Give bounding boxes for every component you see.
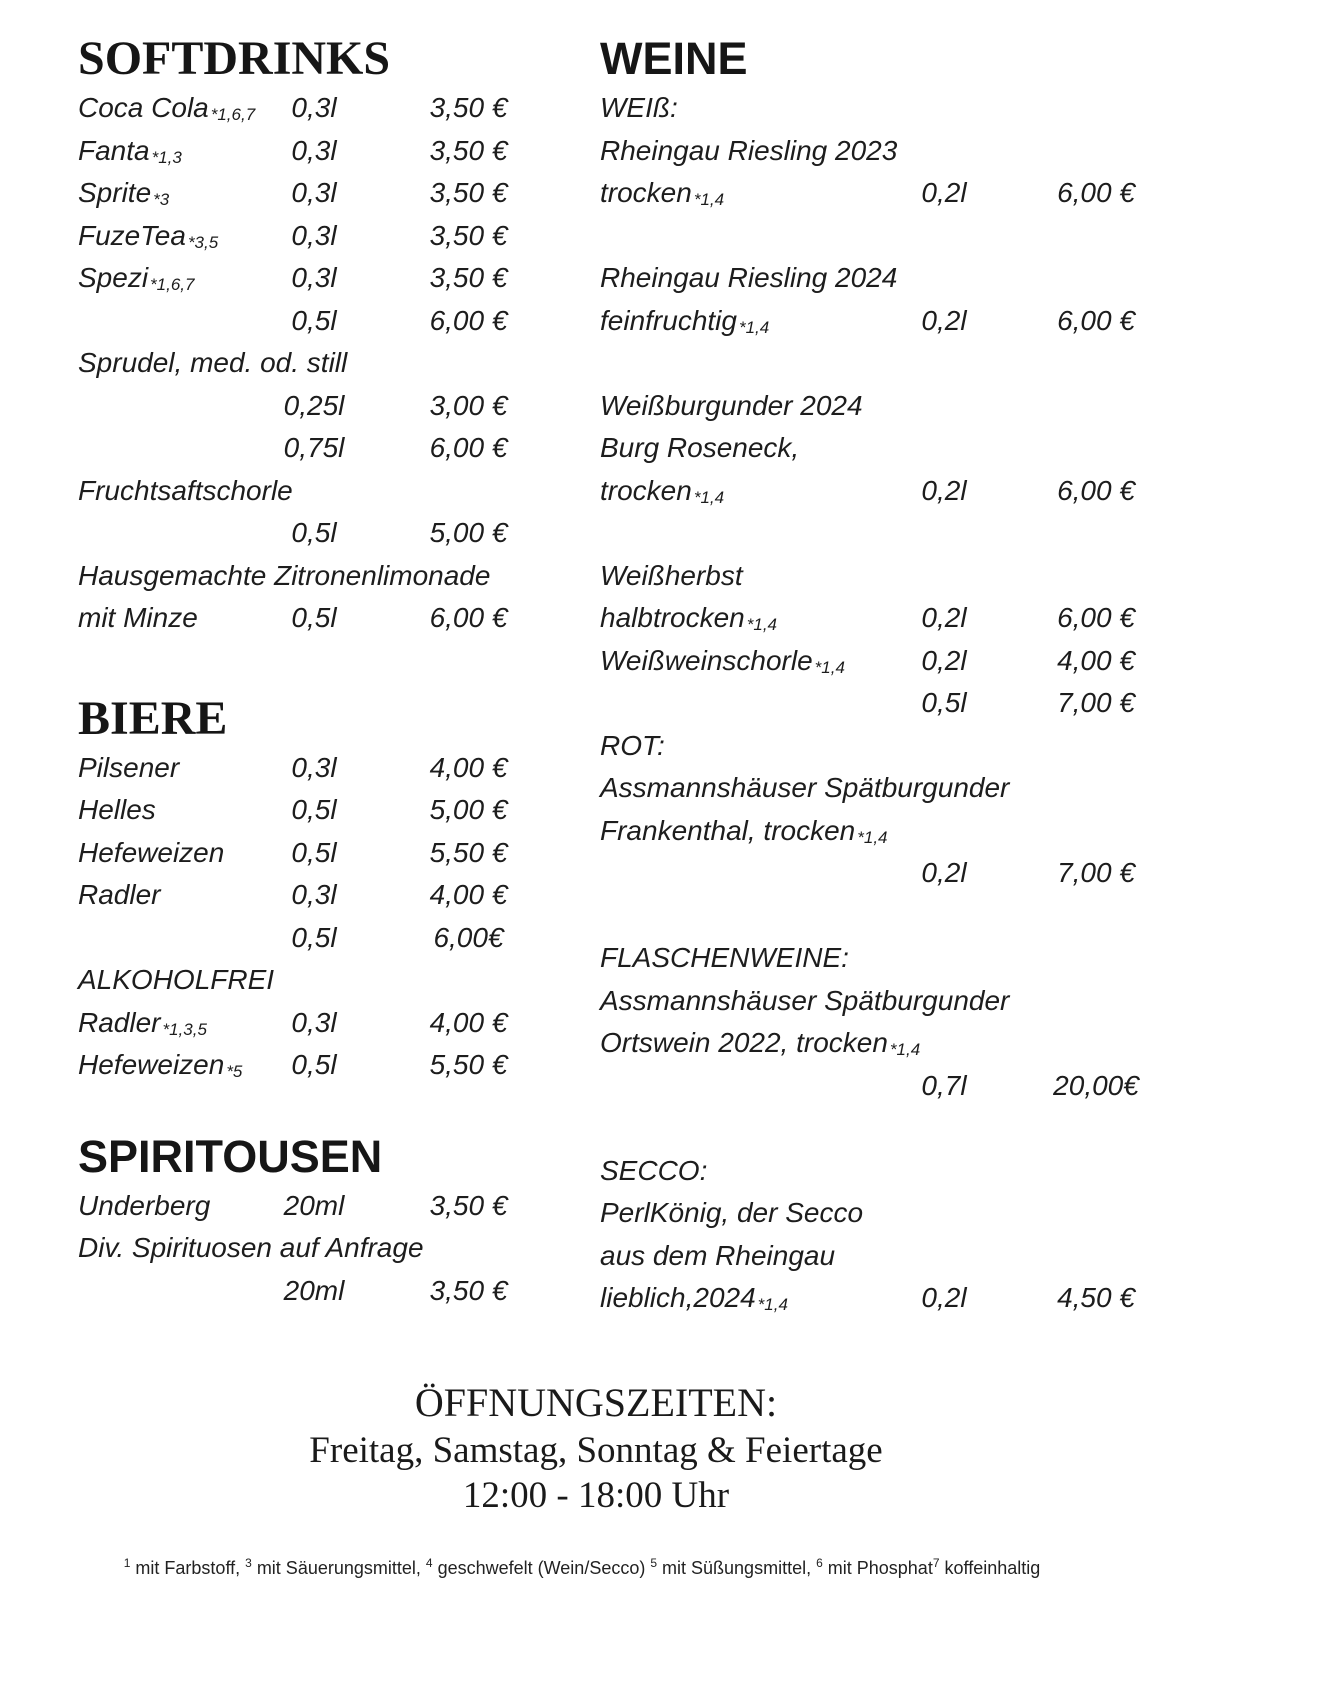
menu-group [600,385,1148,513]
menu-row [78,87,523,130]
item-volume: 0,5l [921,687,967,718]
section-biere [78,690,523,1087]
item-name [78,300,268,343]
item-name [600,385,900,428]
item-name [78,385,268,428]
item-price [360,342,523,385]
right-column [600,30,1148,1320]
item-price [988,130,1148,173]
menu-row [600,852,1148,895]
menu-row [600,767,1148,810]
item-name-text: Fanta [78,134,150,166]
item-name [600,1150,900,1193]
menu-row [78,342,523,385]
menu-row [600,427,1148,470]
item-volume [268,1227,360,1270]
menu-group [600,555,1148,725]
item-footnote-marker: *1,4 [857,827,888,847]
item-volume [268,959,360,1002]
item-volume: 0,3l [291,262,337,293]
item-name [600,427,900,470]
item-name [78,427,268,470]
item-price [360,959,523,1002]
item-name [600,640,900,683]
item-volume: 0,3l [291,177,337,208]
item-name [78,470,293,513]
item-name-text: aus dem Rheingau [600,1239,836,1271]
footnote-text: mit Phosphat [822,1558,933,1578]
item-name [600,725,900,768]
item-name [600,682,900,725]
item-name-text: trocken [600,474,692,506]
item-volume [900,555,988,598]
item-price [988,767,1148,810]
menu-row [78,1227,523,1270]
section-weine [600,30,1148,1320]
item-volume: 0,2l [921,602,967,633]
menu-row [600,1235,1148,1278]
menu-row [600,640,1148,683]
item-price: 3,50 € [429,262,508,293]
item-name-text: Spezi [78,262,149,293]
item-name [600,300,900,343]
item-name-text: FLASCHENWEINE: [600,942,849,973]
menu-row [78,257,523,300]
item-price: 4,50 € [1057,1282,1135,1313]
item-name [600,1022,921,1065]
item-price: 3,50 € [429,1189,508,1221]
item-name [78,917,268,960]
item-name-text: lieblich,2024 [600,1282,756,1313]
item-volume: 20ml [283,1189,345,1221]
item-name [600,172,900,215]
item-volume: 0,5l [291,921,337,953]
item-volume [268,342,360,385]
item-name [78,130,268,173]
item-volume [900,1235,988,1278]
item-price [360,555,523,598]
item-price [988,257,1148,300]
footnote [0,1556,1164,1580]
item-name-text: Ortswein 2022, trocken [600,1027,888,1058]
item-volume: 0,3l [291,92,337,123]
item-name [600,937,900,980]
item-name-text: FuzeTea [78,219,186,251]
item-volume [900,725,988,768]
item-name [78,1227,424,1270]
item-name-text: halbtrocken [600,602,745,633]
item-price: 3,50 € [429,219,508,251]
section-title: SPIRITOUSEN [78,1130,383,1182]
item-name-text: SECCO: [600,1154,708,1186]
item-volume: 0,3l [291,1006,337,1038]
menu-row [600,1150,1148,1193]
item-price: 7,00 € [1057,857,1135,888]
menu-group [78,747,523,1087]
item-volume: 0,2l [921,304,967,336]
item-price: 3,00 € [429,389,508,421]
item-volume [900,980,988,1023]
menu-group [600,937,1148,1107]
item-name-text: Coca Cola [78,92,209,123]
item-name [600,597,900,640]
item-footnote-marker: *1,4 [757,1295,788,1314]
item-name-text: mit Minze [78,602,198,633]
item-name-text: feinfruchtig [600,304,737,336]
menu-row [78,470,523,513]
item-price [988,87,1148,130]
item-name [600,810,900,853]
item-name [78,555,491,598]
item-name [78,1270,268,1313]
menu-row [600,1277,1148,1320]
item-volume: 0,25l [283,389,345,421]
section-title: SOFTDRINKS [78,32,391,85]
item-name-text: Div. Spirituosen auf Anfrage [78,1232,424,1263]
item-price: 20,00€ [1053,1069,1139,1101]
item-volume: 0,2l [921,857,967,888]
item-price [988,555,1148,598]
item-name-text: PerlKönig, der Secco [600,1197,864,1228]
item-name [600,767,1010,810]
item-volume [900,385,988,428]
item-name-text: Hefeweizen [78,1049,225,1080]
item-volume [900,937,988,980]
item-price: 5,00 € [429,794,508,825]
item-name-text: Pilsener [78,751,180,783]
item-name-text: ALKOHOLFREI [78,964,275,995]
opening-hours-days: Freitag, Samstag, Sonntag & Feiertage [309,1430,883,1471]
item-price: 3,50 € [429,92,508,123]
item-price: 6,00 € [429,304,508,336]
item-name-text: Radler [78,879,161,910]
menu-row [78,959,523,1002]
menu-row [78,555,523,598]
item-price [988,980,1148,1023]
item-name-text: Burg Roseneck, [600,432,800,463]
menu-row [78,1185,523,1228]
item-price: 3,50 € [429,134,508,166]
menu-row [600,1065,1148,1108]
item-price [988,1022,1148,1065]
menu-row [600,810,1148,853]
item-volume: 0,3l [291,751,337,783]
menu-row [600,172,1148,215]
item-name [78,215,268,258]
item-volume [268,555,360,598]
footnote-text: mit Farbstoff, [130,1558,246,1578]
item-name [78,959,275,1002]
item-name-text: Rheingau Riesling 2024 [600,262,898,293]
item-price: 6,00 € [1057,602,1135,633]
item-footnote-marker: *1,4 [693,487,725,507]
item-name [600,257,900,300]
item-volume: 0,5l [291,602,337,633]
item-price: 3,50 € [429,177,508,208]
item-price: 3,50 € [429,1274,508,1306]
item-name [78,747,268,790]
item-name-text: Rheingau Riesling 2023 [600,134,898,166]
item-name [600,470,900,513]
item-volume: 0,5l [291,836,337,868]
menu-row [78,1002,523,1045]
section-spiritousen [78,1128,523,1313]
item-volume: 0,7l [921,1069,967,1101]
item-footnote-marker: *1,4 [746,615,778,634]
menu-row [600,257,1148,300]
item-price: 6,00 € [1057,304,1135,336]
item-volume: 0,3l [291,219,337,251]
menu-group [600,257,1148,342]
menu-group [78,87,523,640]
item-footnote-marker: *1,3,5 [162,1019,207,1039]
item-price [988,1150,1148,1193]
menu-row [600,725,1148,768]
item-price: 4,00 € [1057,644,1135,676]
section-softdrinks [78,30,523,640]
footnote-marker: 7 [932,1556,940,1570]
menu-row [78,789,523,832]
item-price: 6,00 € [429,432,508,463]
menu-row [600,87,1148,130]
item-price: 5,50 € [429,1049,508,1080]
item-price [988,385,1148,428]
item-volume [900,810,988,853]
item-price: 6,00 € [1057,177,1135,208]
item-price: 4,00 € [429,879,508,910]
item-name [600,87,900,130]
opening-hours-title: ÖFFNUNGSZEITEN: [414,1380,778,1425]
menu-row [600,1192,1148,1235]
item-volume [900,130,988,173]
item-name [600,1192,900,1235]
menu-row [78,385,523,428]
item-price: 7,00 € [1057,687,1135,718]
item-footnote-marker: *5 [226,1062,243,1081]
item-volume [900,87,988,130]
menu-row [78,597,523,640]
item-name-text: WEIß: [600,92,678,123]
opening-hours [0,1378,1192,1518]
menu-row [600,1022,1148,1065]
item-name [78,832,268,875]
item-name [78,1044,268,1087]
item-price [988,1235,1148,1278]
item-footnote-marker: *3 [153,190,170,209]
item-volume [900,427,988,470]
item-footnote-marker: *1,6,7 [150,275,195,294]
footnote-text: koffeinhaltig [939,1558,1041,1578]
menu-row [78,832,523,875]
menu-row [78,427,523,470]
item-volume: 0,2l [921,474,967,506]
item-price [988,937,1148,980]
item-name-text: Weißweinschorle [600,644,813,676]
item-price: 6,00 € [429,602,508,633]
item-price: 6,00 € [1057,474,1135,506]
item-price: 4,00 € [429,751,508,783]
item-footnote-marker: *3,5 [187,232,219,252]
item-price: 6,00€ [433,921,504,953]
item-name-text: Sprudel, med. od. still [78,347,348,378]
item-name-text: Hausgemachte Zitronenlimonade [78,559,491,591]
item-name [78,512,268,555]
item-name [600,1235,900,1278]
item-volume: 20ml [283,1274,345,1306]
menu-group [600,725,1148,895]
item-name [78,1002,268,1045]
item-price [988,810,1148,853]
item-name-text: Weißherbst [600,559,743,591]
item-name [78,874,268,917]
menu-row [78,1270,523,1313]
item-name [78,789,268,832]
item-name-text: Assmannshäuser Spätburgunder [600,984,1010,1016]
item-name [600,555,900,598]
footnote-marker: 4 [425,1556,433,1570]
footnote-text: mit Säuerungsmittel, [251,1558,426,1578]
item-price [360,1227,523,1270]
footnote-text: mit Süßungsmittel, [657,1558,817,1578]
item-volume [268,470,360,513]
item-name-text: Weißburgunder 2024 [600,389,863,421]
footnote-marker: 1 [123,1556,131,1570]
footnote-marker: 5 [650,1556,658,1570]
item-name-text: Sprite [78,177,152,208]
item-price: 5,00 € [429,517,508,548]
item-price: 5,50 € [429,836,508,868]
item-volume: 0,75l [283,432,345,463]
item-volume: 0,2l [921,644,967,676]
menu-row [600,385,1148,428]
menu-row [600,980,1148,1023]
section-title: WEINE [600,33,748,84]
menu-group [600,1150,1148,1320]
menu-row [600,937,1148,980]
item-name [78,1185,268,1228]
item-volume: 0,5l [291,1049,337,1080]
item-footnote-marker: *1,4 [889,1040,921,1059]
item-volume: 0,2l [921,1282,967,1313]
item-price [988,427,1148,470]
menu-row [78,172,523,215]
menu-row [600,300,1148,343]
menu-row [78,747,523,790]
item-name-text: Underberg [78,1189,211,1221]
item-name [78,172,268,215]
menu-group [78,1185,523,1313]
item-name [600,130,900,173]
item-footnote-marker: *1,3 [151,147,182,167]
menu-row [78,130,523,173]
item-price [360,470,523,513]
item-name-text: Assmannshäuser Spätburgunder [600,772,1010,803]
item-volume: 0,5l [291,517,337,548]
menu-row [78,874,523,917]
item-name [78,342,348,385]
footnote-marker: 6 [816,1556,823,1570]
item-footnote-marker: *1,4 [693,190,725,209]
menu-row [600,470,1148,513]
section-title: BIERE [78,691,228,745]
item-volume: 0,5l [291,304,337,336]
item-name-text: ROT: [600,729,665,761]
menu-row [78,215,523,258]
menu-row [600,597,1148,640]
item-footnote-marker: *1,4 [738,317,770,337]
item-volume [900,1192,988,1235]
item-footnote-marker: *1,6,7 [210,105,256,124]
left-column [78,30,523,1312]
menu-row [600,130,1148,173]
item-volume: 0,3l [291,134,337,166]
footnote-marker: 3 [245,1556,252,1570]
item-volume [900,257,988,300]
item-name-text: Fruchtsaftschorle [78,474,293,506]
menu-row [600,555,1148,598]
menu-group [600,87,1148,215]
item-name [78,257,268,300]
item-price: 4,00 € [429,1006,508,1038]
item-volume [900,767,988,810]
opening-hours-time: 12:00 - 18:00 Uhr [462,1475,730,1516]
item-name [600,1065,900,1108]
item-price [988,725,1148,768]
menu-row [78,512,523,555]
item-name [600,1277,900,1320]
menu-row [78,1044,523,1087]
item-volume [900,1022,988,1065]
item-name-text: Helles [78,794,156,825]
item-volume [900,1150,988,1193]
menu-row [78,917,523,960]
item-volume: 0,2l [921,177,967,208]
item-name [78,87,268,130]
item-volume: 0,5l [291,794,337,825]
item-name [600,980,1010,1023]
item-name [78,597,268,640]
item-footnote-marker: *1,4 [814,657,845,677]
item-name-text: trocken [600,177,692,208]
item-name-text: Hefeweizen [78,836,225,868]
item-name-text: Radler [78,1006,161,1038]
item-price [988,1192,1148,1235]
menu-row [600,682,1148,725]
menu-row [78,300,523,343]
item-name [600,852,900,895]
footnote-text: geschwefelt (Wein/Secco) [432,1558,651,1578]
item-name-text: Frankenthal, trocken [600,814,856,846]
item-volume: 0,3l [291,879,337,910]
